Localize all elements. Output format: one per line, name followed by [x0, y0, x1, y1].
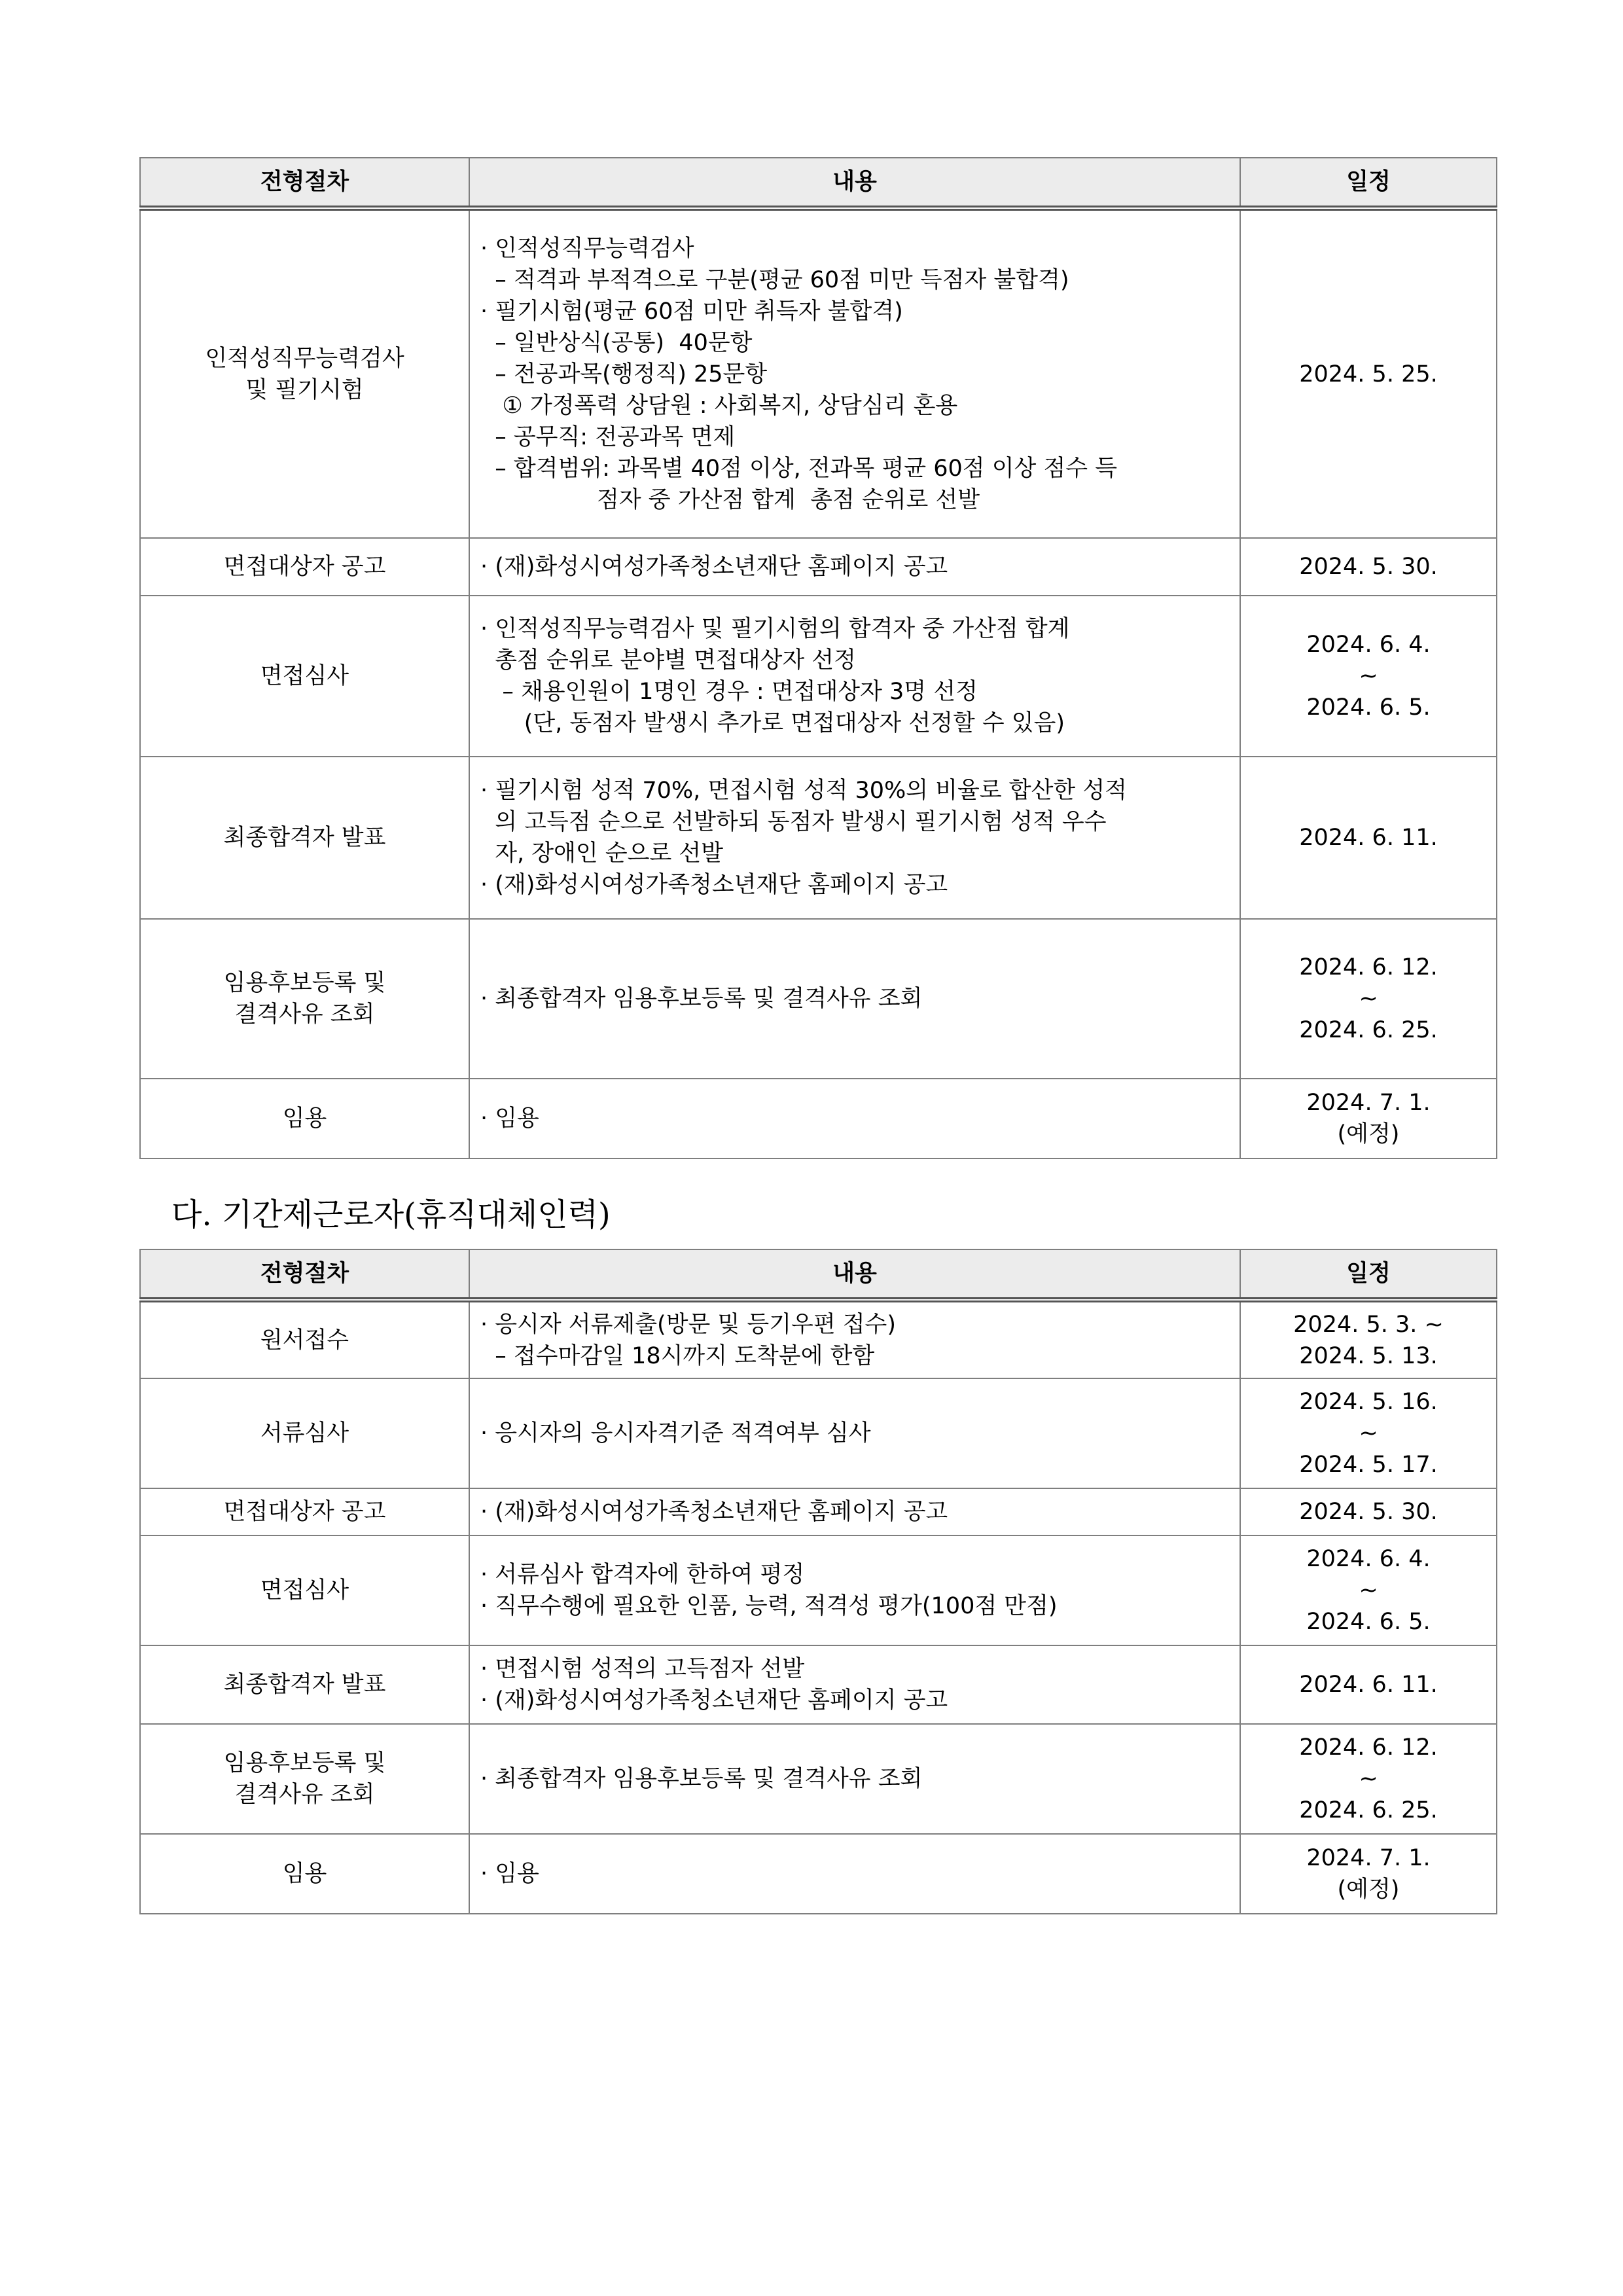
table-header-row [140, 158, 1497, 208]
date-line: 2024. 6. 4. [1306, 632, 1431, 658]
table-header-row [140, 1249, 1497, 1300]
content-line: (단, 동점자 발생시 추가로 면접대상자 선정할 수 있음) [480, 710, 1065, 736]
content-cell [469, 919, 1240, 1079]
date-line: 2024. 6. 25. [1299, 1797, 1438, 1823]
content-cell [469, 1378, 1240, 1488]
content-line: – 공무직: 전공과목 면제 [480, 423, 736, 450]
date-cell [1240, 1378, 1497, 1488]
content-line: · 응시자의 응시자격기준 적격여부 심사 [480, 1420, 871, 1446]
date-line: 2024. 5. 17. [1299, 1452, 1438, 1478]
table-row [140, 1834, 1497, 1914]
date-cell [1240, 1724, 1497, 1834]
content-line: ① 가정폭력 상담원 : 사회복지, 상담심리 혼용 [480, 392, 958, 419]
table-row [140, 208, 1497, 538]
table-row [140, 1645, 1497, 1724]
date-line: 2024. 6. 5. [1306, 1609, 1431, 1635]
step-line: 최종합격자 발표 [223, 1672, 386, 1698]
date-line: 2024. 5. 30. [1299, 1499, 1438, 1525]
content-line: · (재)화성시여성가족청소년재단 홈페이지 공고 [480, 1687, 948, 1713]
content-line: · 임용 [480, 1861, 539, 1887]
step-cell [140, 1645, 469, 1724]
content-line: – 합격범위: 과목별 40점 이상, 전과목 평균 60점 이상 점수 득 [480, 455, 1118, 482]
date-cell [1240, 1488, 1497, 1535]
step-cell [140, 1535, 469, 1645]
content-cell [469, 596, 1240, 757]
date-cell [1240, 1079, 1497, 1158]
date-line: (예정) [1337, 1121, 1400, 1147]
table-row [140, 1079, 1497, 1158]
date-line: 2024. 7. 1. [1306, 1845, 1431, 1871]
step-cell [140, 1079, 469, 1158]
date-line: 2024. 6. 5. [1306, 694, 1431, 721]
date-line: (예정) [1337, 1876, 1400, 1903]
content-line: – 일반상식(공통) 40문항 [480, 329, 753, 356]
content-line: 의 고득점 순으로 선발하되 동점자 발생시 필기시험 성적 우수 [480, 809, 1107, 835]
date-cell [1240, 1300, 1497, 1378]
content-cell [469, 1834, 1240, 1914]
content-line: · 서류심사 합격자에 한하여 평정 [480, 1562, 805, 1588]
content-line: 자, 장애인 순으로 선발 [480, 840, 724, 867]
step-line: 면접대상자 공고 [223, 554, 386, 580]
header-content: 내용 [469, 158, 1240, 208]
header-step: 전형절차 [140, 158, 469, 208]
date-cell [1240, 1645, 1497, 1724]
date-cell [1240, 1535, 1497, 1645]
step-cell [140, 1488, 469, 1535]
table-row [140, 1535, 1497, 1645]
content-line: · 임용 [480, 1105, 539, 1132]
step-line: 결격사유 조회 [234, 1782, 375, 1808]
content-line: 점자 중 가산점 합계 총점 순위로 선발 [480, 486, 980, 513]
content-line: · (재)화성시여성가족청소년재단 홈페이지 공고 [480, 554, 948, 580]
content-line: · 인적성직무능력검사 [480, 235, 694, 262]
step-line: 서류심사 [260, 1420, 349, 1446]
content-line: · 응시자 서류제출(방문 및 등기우편 접수) [480, 1311, 897, 1338]
date-cell [1240, 538, 1497, 596]
date-line: ~ [1359, 1420, 1378, 1446]
step-cell [140, 596, 469, 757]
schedule-table-2 [139, 1249, 1497, 1914]
section-title: 다. 기간제근로자(휴직대체인력) [171, 1196, 611, 1233]
table-row [140, 919, 1497, 1079]
content-line: · 인적성직무능력검사 및 필기시험의 합격자 중 가산점 합계 [480, 616, 1070, 642]
content-line: · 필기시험(평균 60점 미만 취득자 불합격) [480, 298, 903, 325]
header-date: 일정 [1240, 158, 1497, 208]
step-line: 임용후보등록 및 [223, 1750, 386, 1776]
table-row [140, 596, 1497, 757]
content-line: · 최종합격자 임용후보등록 및 결격사유 조회 [480, 1766, 923, 1792]
table-row [140, 538, 1497, 596]
step-cell [140, 757, 469, 919]
content-line: · 직무수행에 필요한 인품, 능력, 적격성 평가(100점 만점) [480, 1593, 1058, 1619]
content-cell [469, 1645, 1240, 1724]
table-row [140, 1300, 1497, 1378]
content-line: · 최종합격자 임용후보등록 및 결격사유 조회 [480, 986, 923, 1012]
date-line: 2024. 7. 1. [1306, 1090, 1431, 1116]
date-line: 2024. 5. 3. ~ [1293, 1311, 1444, 1338]
date-line: 2024. 6. 25. [1299, 1017, 1438, 1043]
content-cell [469, 1724, 1240, 1834]
date-line: ~ [1359, 1766, 1378, 1792]
date-line: 2024. 6. 12. [1299, 954, 1438, 980]
date-line: 2024. 6. 4. [1306, 1546, 1431, 1572]
date-cell [1240, 757, 1497, 919]
content-line: · (재)화성시여성가족청소년재단 홈페이지 공고 [480, 872, 948, 898]
header-content: 내용 [469, 1249, 1240, 1300]
content-line: · 면접시험 성적의 고득점자 선발 [480, 1656, 805, 1682]
step-cell [140, 1300, 469, 1378]
content-cell [469, 1535, 1240, 1645]
content-line: · (재)화성시여성가족청소년재단 홈페이지 공고 [480, 1499, 948, 1525]
date-line: 2024. 5. 30. [1299, 554, 1438, 580]
content-line: – 전공과목(행정직) 25문항 [480, 361, 768, 387]
step-line: 임용 [282, 1105, 327, 1132]
date-line: ~ [1359, 1577, 1378, 1604]
header-step: 전형절차 [140, 1249, 469, 1300]
step-cell [140, 919, 469, 1079]
date-line: 2024. 6. 11. [1299, 825, 1438, 851]
date-line: 2024. 5. 13. [1299, 1342, 1438, 1369]
date-cell [1240, 208, 1497, 538]
content-line: · 필기시험 성적 70%, 면접시험 성적 30%의 비율로 합산한 성적 [480, 778, 1127, 804]
content-cell [469, 1488, 1240, 1535]
table-row [140, 1378, 1497, 1488]
step-line: 및 필기시험 [245, 376, 364, 403]
content-cell [469, 757, 1240, 919]
step-line: 원서접수 [260, 1327, 349, 1354]
step-cell [140, 538, 469, 596]
content-line: – 적격과 부적격으로 구분(평균 60점 미만 득점자 불합격) [480, 266, 1069, 293]
step-line: 인적성직무능력검사 [205, 345, 404, 372]
step-line: 결격사유 조회 [234, 1001, 375, 1028]
table-row [140, 1724, 1497, 1834]
step-line: 최종합격자 발표 [223, 825, 386, 851]
step-line: 면접대상자 공고 [223, 1499, 386, 1525]
step-cell [140, 1378, 469, 1488]
date-line: 2024. 6. 11. [1299, 1672, 1438, 1698]
step-cell [140, 1834, 469, 1914]
content-cell [469, 1079, 1240, 1158]
step-cell [140, 1724, 469, 1834]
content-cell [469, 538, 1240, 596]
date-cell [1240, 919, 1497, 1079]
header-date: 일정 [1240, 1249, 1497, 1300]
content-line: 총점 순위로 분야별 면접대상자 선정 [480, 647, 856, 673]
date-cell [1240, 1834, 1497, 1914]
date-line: ~ [1359, 986, 1378, 1012]
content-cell [469, 1300, 1240, 1378]
content-line: – 접수마감일 18시까지 도착분에 한함 [480, 1342, 875, 1369]
date-line: 2024. 5. 25. [1299, 361, 1438, 387]
schedule-table-1 [139, 157, 1497, 1159]
table-row [140, 1488, 1497, 1535]
date-line: 2024. 5. 16. [1299, 1389, 1438, 1415]
step-line: 임용후보등록 및 [223, 970, 386, 996]
date-line: 2024. 6. 12. [1299, 1734, 1438, 1761]
table-row [140, 757, 1497, 919]
date-line: ~ [1359, 663, 1378, 689]
step-cell [140, 208, 469, 538]
step-line: 임용 [282, 1861, 327, 1887]
step-line: 면접심사 [260, 1577, 349, 1604]
content-line: – 채용인원이 1명인 경우 : 면접대상자 3명 선정 [480, 679, 978, 705]
date-cell [1240, 596, 1497, 757]
content-cell [469, 208, 1240, 538]
step-line: 면접심사 [260, 663, 349, 689]
